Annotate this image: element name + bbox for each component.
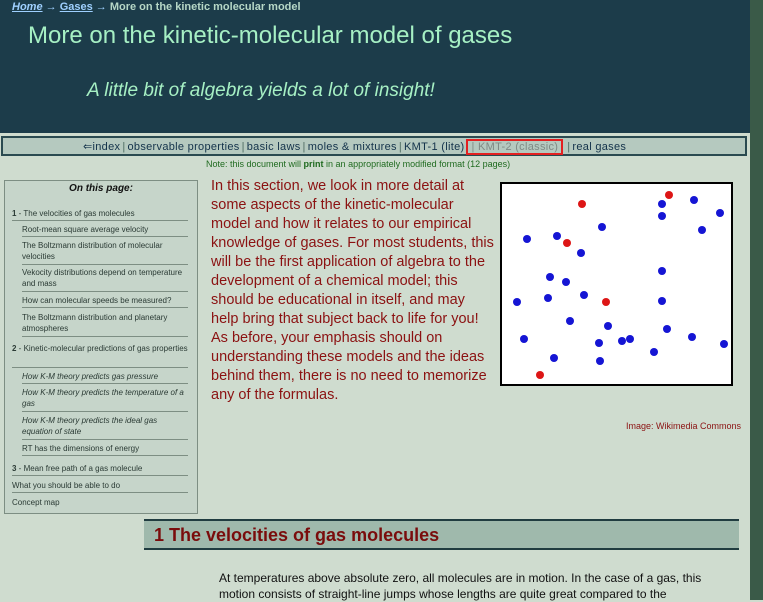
topic-navbar (1, 136, 747, 156)
nav-separator: | (122, 141, 126, 153)
toc-item-boltzmann-distribution[interactable]: The Boltzmann distribution of molecular velocities (22, 240, 188, 265)
gas-molecules-svg (502, 184, 731, 384)
red-molecule (536, 371, 544, 379)
blue-molecule (698, 226, 706, 234)
blue-molecule (650, 348, 658, 356)
nav-moles-link[interactable]: moles & mixtures (307, 141, 397, 153)
section-title: 1 The velocities of gas molecules (154, 525, 440, 545)
toc-item-gas-temperature[interactable]: How K-M theory predicts the temperature of a gas (22, 387, 188, 412)
toc-item-number: 1 (12, 209, 17, 218)
blue-molecule (618, 337, 626, 345)
toc-item-ideal-gas-equation[interactable]: How K-M theory predicts the ideal gas equation of state (22, 415, 188, 440)
blue-molecule (688, 333, 696, 341)
toc-item-molecular-speeds[interactable]: How can molecular speeds be measured? (22, 295, 188, 308)
toc-item-number: 2 (12, 344, 17, 353)
nav-observable-link[interactable]: observable properties (127, 141, 240, 153)
nav-separator: | (241, 141, 245, 153)
figure-credit: Image: Wikimedia Commons (626, 421, 742, 431)
blue-molecule (658, 212, 666, 220)
toc-item-concept-map[interactable]: Concept map (12, 498, 60, 507)
blue-molecule (626, 335, 634, 343)
blue-molecule (523, 235, 531, 243)
gas-molecules-figure (500, 182, 733, 386)
blue-molecule (513, 298, 521, 306)
print-note (206, 159, 510, 169)
toc-title: On this page: (69, 183, 133, 194)
nav-separator: | (567, 141, 571, 153)
section-body-text: At temperatures above absolute zero, all molecules are in motion. In the case of a gas, this motion consists of straight-line jumps whose lengths are quite great compared to the (219, 571, 702, 601)
print-note-bold: print (303, 159, 324, 169)
print-note-before: Note: this document will (206, 159, 304, 169)
page-header (0, 0, 750, 133)
blue-molecule (546, 273, 554, 281)
breadcrumb-current: More on the kinetic molecular model (109, 1, 301, 13)
blue-molecule (566, 317, 574, 325)
blue-molecule (658, 297, 666, 305)
blue-molecule (553, 232, 561, 240)
toc-item-label: - The velocities of gas molecules (16, 209, 135, 218)
toc-item-planetary-atmospheres[interactable]: The Boltzmann distribution and planetary atmospheres (22, 312, 188, 337)
nav-real-gases-link[interactable]: real gases (572, 141, 627, 153)
toc-item-number: 3 (12, 464, 17, 473)
page-title: More on the kinetic-molecular model of gases (28, 22, 513, 49)
blue-molecule (562, 278, 570, 286)
page-subtitle: A little bit of algebra yields a lot of insight! (87, 80, 435, 101)
toc-item-rt-energy[interactable]: RT has the dimensions of energy (22, 443, 188, 456)
blue-molecule (716, 209, 724, 217)
toc-item-section-1[interactable] (12, 208, 188, 221)
nav-basic-laws-link[interactable]: basic laws (246, 141, 301, 153)
nav-separator: | (398, 141, 403, 153)
nav-kmt2-current: | KMT-2 (classic) (466, 139, 563, 155)
red-molecule (563, 239, 571, 247)
blue-molecule (550, 354, 558, 362)
blue-molecule (580, 291, 588, 299)
toc-item-rms-velocity[interactable]: Root-mean square average velocity (22, 224, 188, 237)
toc-item-section-2[interactable] (12, 343, 188, 368)
blue-molecule (595, 339, 603, 347)
toc-item-section-3[interactable] (12, 463, 188, 476)
section-heading-bar (144, 519, 739, 550)
blue-molecule (520, 335, 528, 343)
red-molecule (665, 191, 673, 199)
red-molecule (602, 298, 610, 306)
blue-molecule (663, 325, 671, 333)
blue-molecule (604, 322, 612, 330)
blue-molecule (720, 340, 728, 348)
breadcrumb-arrow-icon: → (95, 1, 107, 13)
intro-paragraph: In this section, we look in more detail at some aspects of the kinetic-molecular model and how it relates to our empirical knowledge of gases. For most students, this will be the first application of algebra to the development of a chemical model; this should be educational in itself, and may help bring that subject back to life for you! As before, your emphasis should on understanding these models and the ideas behind them, there is no need to memorize any of the formulas. (211, 178, 494, 403)
blue-molecule (596, 357, 604, 365)
breadcrumb-arrow-icon: → (45, 1, 57, 13)
red-molecule (578, 200, 586, 208)
toc-item-label: - Kinetic-molecular predictions of gas properties (16, 344, 188, 353)
toc-item-what-you-should-do[interactable]: What you should be able to do (12, 480, 188, 493)
blue-molecule (658, 200, 666, 208)
blue-molecule (598, 223, 606, 231)
print-note-after: in an appropriately modified format (12 pages) (323, 159, 511, 169)
toc-item-velocity-distributions[interactable]: Vekocity distributions depend on temperature and mass (22, 267, 188, 292)
nav-index-link[interactable]: ⇐index (83, 141, 121, 153)
nav-separator: | (302, 141, 306, 153)
breadcrumb-home-link[interactable]: Home (12, 1, 43, 13)
nav-kmt1-link[interactable]: KMT-1 (lite) (404, 141, 465, 153)
blue-molecule (690, 196, 698, 204)
table-of-contents (4, 180, 198, 514)
toc-item-label: - Mean free path of a gas molecule (16, 464, 143, 473)
breadcrumb-gases-link[interactable]: Gases (59, 1, 93, 13)
window-edge (750, 0, 763, 600)
blue-molecule (544, 294, 552, 302)
blue-molecule (658, 267, 666, 275)
blue-molecule (577, 249, 585, 257)
toc-item-gas-pressure[interactable]: How K-M theory predicts gas pressure (22, 371, 188, 384)
breadcrumb (12, 1, 301, 13)
